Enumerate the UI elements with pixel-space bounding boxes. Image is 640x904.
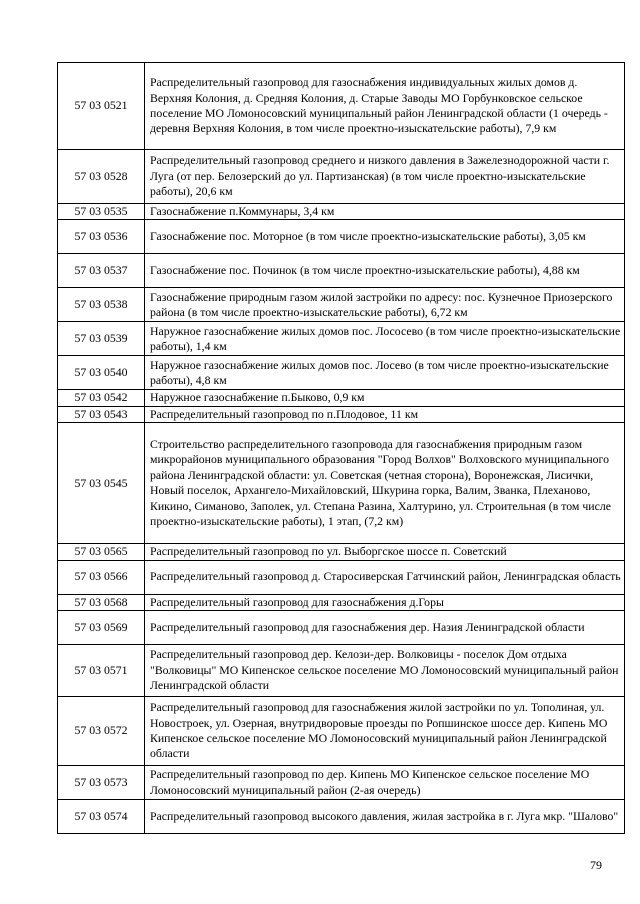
row-code: 57 03 0536 [58,220,145,254]
row-code: 57 03 0566 [58,560,145,594]
row-code: 57 03 0539 [58,322,145,356]
row-description: Газоснабжение п.Коммунары, 3,4 км [145,204,625,220]
table-row [58,611,625,645]
table-body [58,63,625,834]
row-code: 57 03 0569 [58,611,145,645]
row-code: 57 03 0545 [58,423,145,544]
row-description: Распределительный газопровод по ул. Выборгское шоссе п. Советский [145,544,625,560]
row-description: Строительство распределительного газопровода для газоснабжения природным газом микрорайонов муниципального образования "Город Волхов" Волховского муниципального района Ленинградской области: ул. Советская (четная сторона), Воронежская, Лисички, Новый поселок, Архангело-Михайловский, Шкурина горка, Валим, Званка, Плеханово, Кикино, Симаново, Заполек, ул. Степана Разина, Халтурино, ул. Строительная (в том числе проектно-изыскательские работы), 1 этап, (7,2 км) [145,423,625,544]
row-description: Распределительный газопровод для газоснабжения индивидуальных жилых домов д. Верхняя Колония, д. Средняя Колония, д. Старые Заводы МО Горбунковское сельское поселение МО Ломоносовский муниципальный район Ленинградской области (1 очередь - деревня Верхняя Колония, в том числе проектно-изыскательские работы), 7,9 км [145,63,625,150]
page-number: 79 [590,858,602,872]
row-code: 57 03 0573 [58,766,145,800]
table-row [58,220,625,254]
row-description: Распределительный газопровод для газоснабжения дер. Назия Ленинградской области [145,611,625,645]
table-row [58,356,625,390]
row-description: Распределительный газопровод для газоснабжения жилой застройки по ул. Тополиная, ул. Новостроек, ул. Озерная, внутридворовые проезды по Ропшинское шоссе дер. Кипень МО Кипенское сельское поселение МО Ломоносовский муниципальный район Ленинградской области [145,697,625,766]
table-row [58,697,625,766]
row-code: 57 03 0540 [58,356,145,390]
table-row [58,645,625,697]
table-row [58,423,625,544]
table-row [58,800,625,834]
row-code: 57 03 0521 [58,63,145,150]
row-code: 57 03 0528 [58,150,145,204]
row-description: Наружное газоснабжение жилых домов пос. Лосево (в том числе проектно-изыскательские работы), 4,8 км [145,356,625,390]
row-description: Газоснабжение природным газом жилой застройки по адресу: пос. Кузнечное Приозерского района (в том числе проектно-изыскательские работы), 6,72 км [145,288,625,322]
table-row [58,544,625,560]
table-row [58,766,625,800]
row-description: Наружное газоснабжение п.Быково, 0,9 км [145,390,625,406]
row-description: Распределительный газопровод высокого давления, жилая застройка в г. Луга мкр. "Шалово" [145,800,625,834]
table-row [58,254,625,288]
row-code: 57 03 0572 [58,697,145,766]
row-description: Наружное газоснабжение жилых домов пос. Лососево (в том числе проектно-изыскательские работы), 1,4 км [145,322,625,356]
row-code: 57 03 0543 [58,406,145,422]
row-description: Распределительный газопровод дер. Келози-дер. Волковицы - поселок Дом отдыха "Волковицы" МО Кипенское сельское поселение МО Ломоносовский муниципальный район Ленинградской области [145,645,625,697]
gas-pipeline-table [57,62,625,834]
row-description: Распределительный газопровод для газоснабжения д.Горы [145,594,625,610]
table-row [58,594,625,610]
row-description: Распределительный газопровод д. Старосиверская Гатчинский район, Ленинградская область [145,560,625,594]
table-row [58,150,625,204]
row-code: 57 03 0542 [58,390,145,406]
row-code: 57 03 0535 [58,204,145,220]
table-row [58,390,625,406]
row-code: 57 03 0574 [58,800,145,834]
row-code: 57 03 0537 [58,254,145,288]
table-row [58,204,625,220]
row-code: 57 03 0565 [58,544,145,560]
row-description: Распределительный газопровод по п.Плодовое, 11 км [145,406,625,422]
row-code: 57 03 0538 [58,288,145,322]
table-row [58,406,625,422]
row-code: 57 03 0571 [58,645,145,697]
row-code: 57 03 0568 [58,594,145,610]
table-row [58,288,625,322]
table-row [58,560,625,594]
table-row [58,63,625,150]
table-row [58,322,625,356]
row-description: Газоснабжение пос. Починок (в том числе проектно-изыскательские работы), 4,88 км [145,254,625,288]
row-description: Газоснабжение пос. Моторное (в том числе проектно-изыскательские работы), 3,05 км [145,220,625,254]
row-description: Распределительный газопровод среднего и низкого давления в Зажелезнодорожной части г. Луга (от пер. Белозерский до ул. Партизанская) (в том числе проектно-изыскательские работы), 20,6 км [145,150,625,204]
row-description: Распределительный газопровод по дер. Кипень МО Кипенское сельское поселение МО Ломоносовский муниципальный район (2-ая очередь) [145,766,625,800]
